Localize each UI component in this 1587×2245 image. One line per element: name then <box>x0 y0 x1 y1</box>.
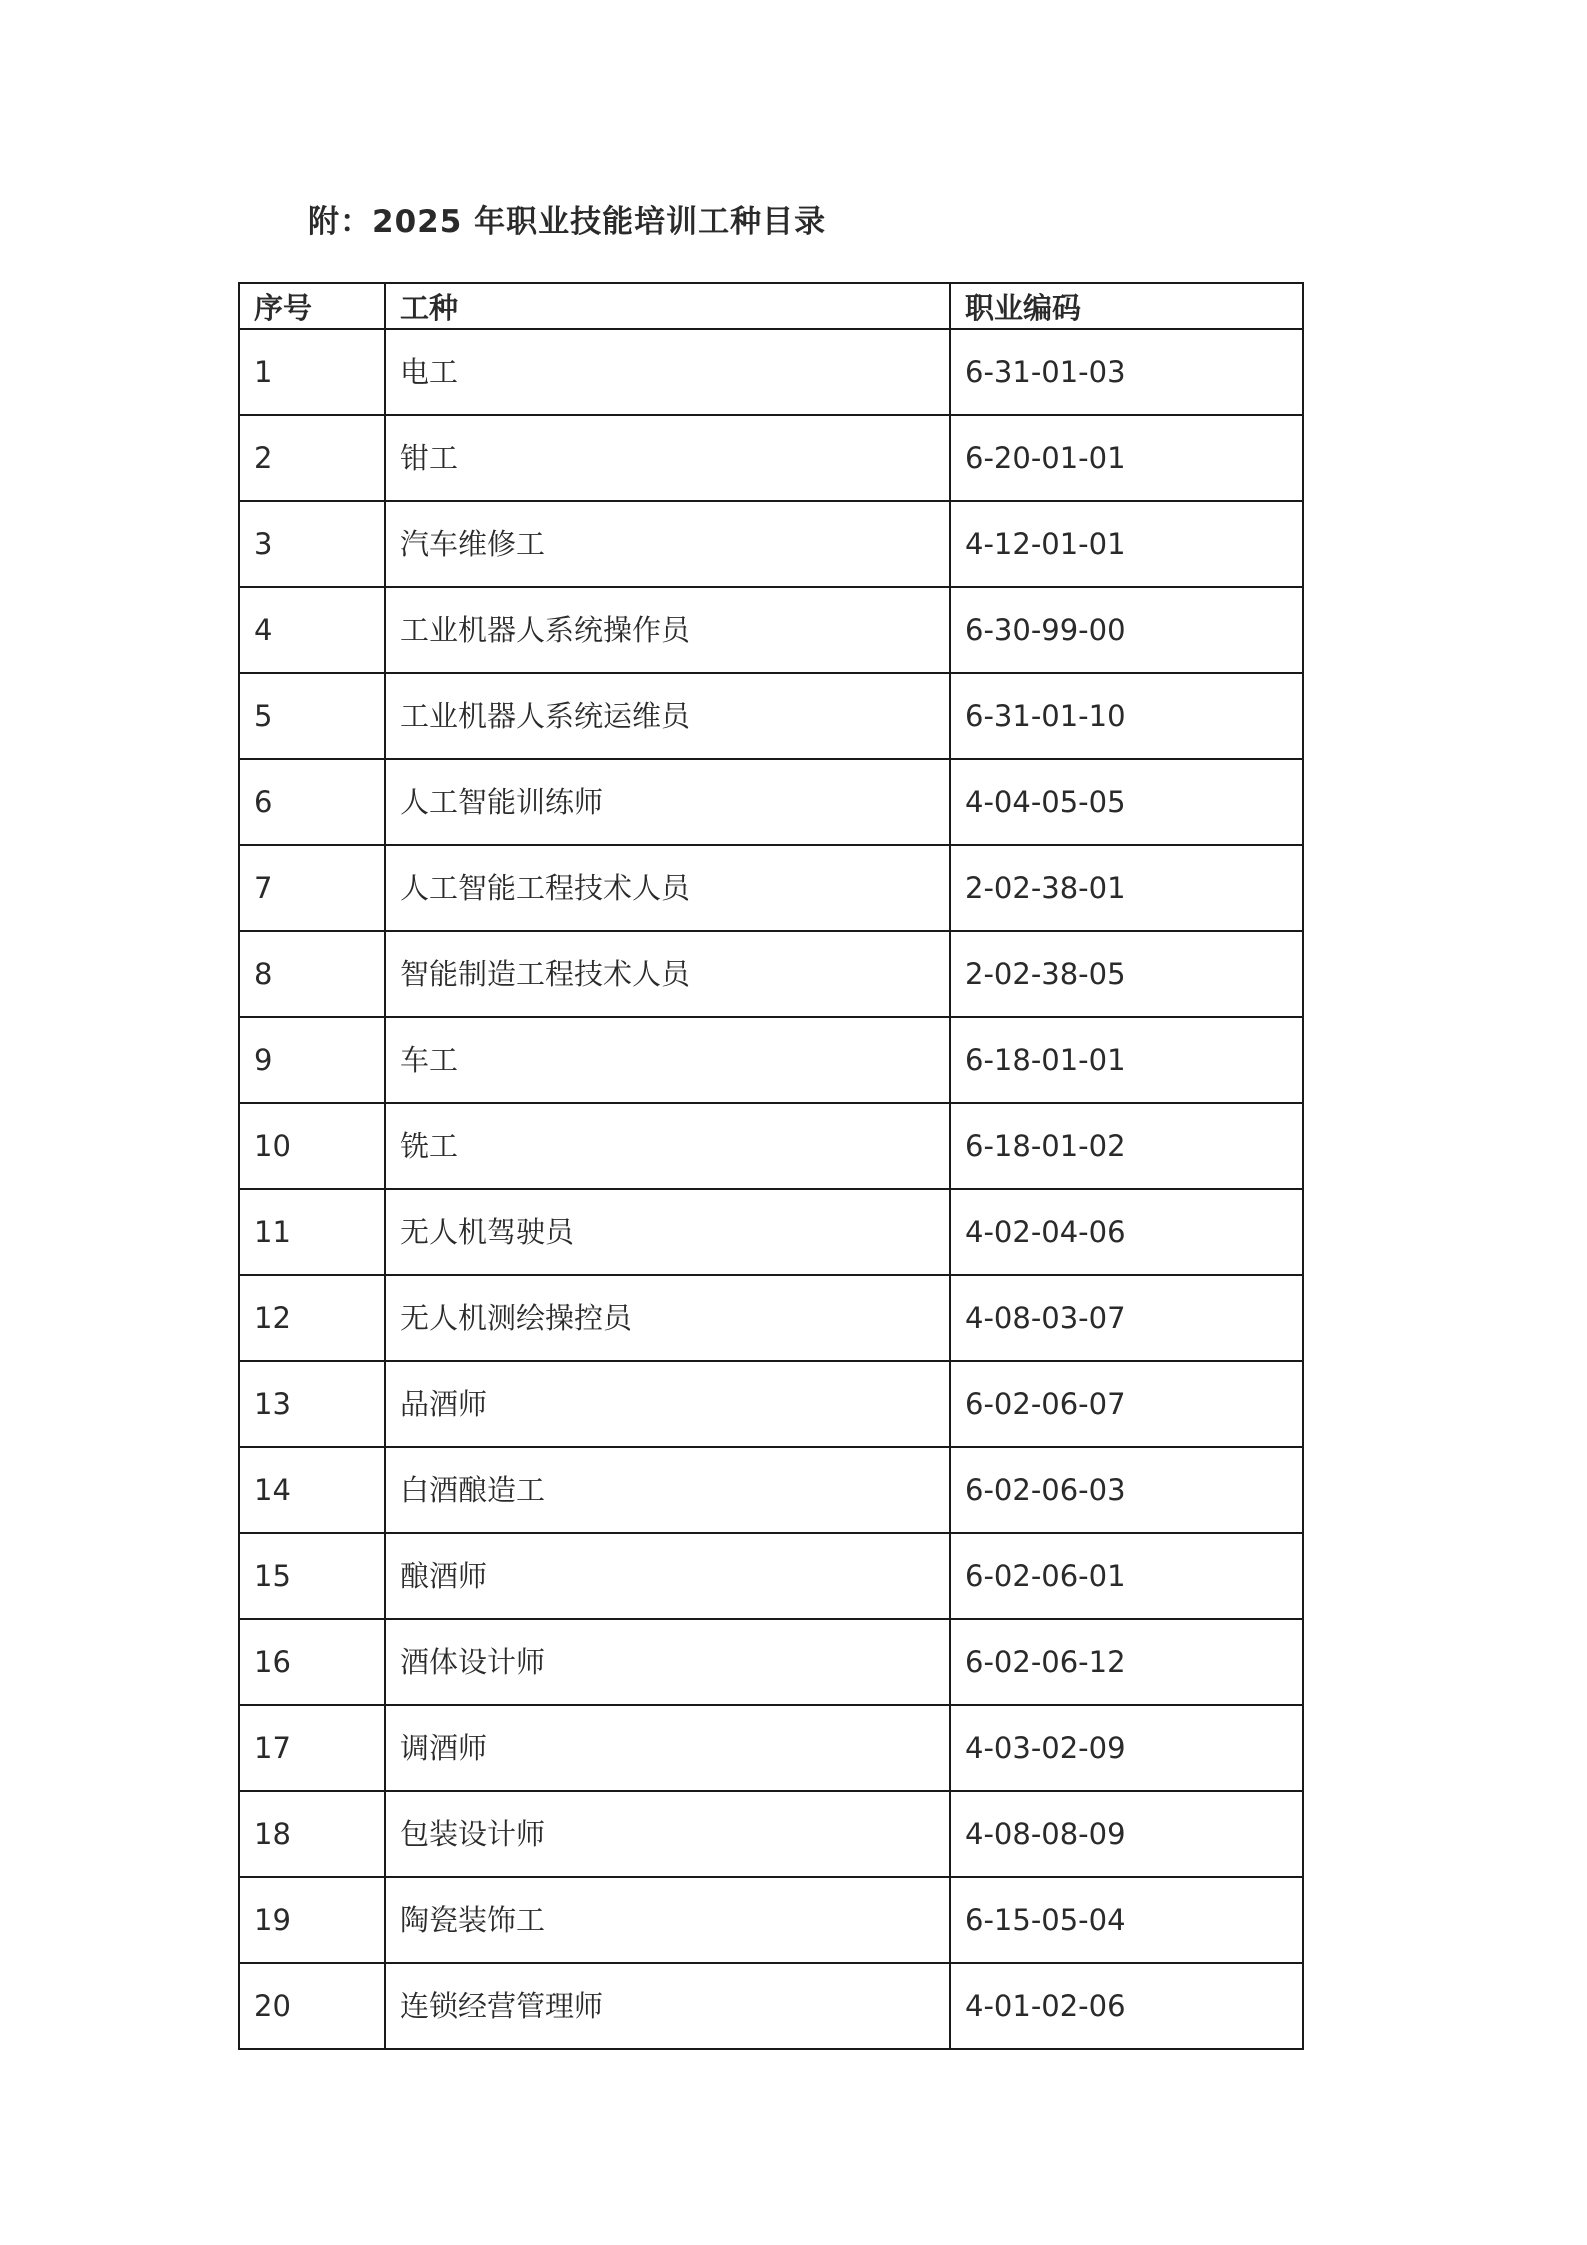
occupation-code-cell: 4-01-02-06 <box>950 1963 1303 2049</box>
occupation-name-cell <box>385 1791 950 1877</box>
table-row <box>239 1791 1303 1877</box>
occupation-name-cell <box>385 1103 950 1189</box>
occupation-code-cell: 6-31-01-10 <box>950 673 1303 759</box>
occupation-name: 酿酒师 <box>400 1558 488 1593</box>
occupation-name-cell <box>385 1447 950 1533</box>
occupation-code-cell: 6-02-06-01 <box>950 1533 1303 1619</box>
serial-number-cell: 17 <box>239 1705 385 1791</box>
occupation-name: 汽车维修工 <box>400 526 546 561</box>
occupation-name: 工业机器人系统操作员 <box>400 612 691 647</box>
occupation-name-cell <box>385 1189 950 1275</box>
occupation-name: 电工 <box>400 354 459 389</box>
serial-number-cell: 11 <box>239 1189 385 1275</box>
occupation-name: 车工 <box>400 1042 459 1077</box>
table-row <box>239 1963 1303 2049</box>
table-row <box>239 501 1303 587</box>
serial-number-cell: 19 <box>239 1877 385 1963</box>
table-row <box>239 1705 1303 1791</box>
serial-number-cell: 5 <box>239 673 385 759</box>
table-row <box>239 1017 1303 1103</box>
occupation-name-cell <box>385 1017 950 1103</box>
header-serial-number: 序号 <box>239 283 385 329</box>
serial-number-cell: 4 <box>239 587 385 673</box>
serial-number-cell: 9 <box>239 1017 385 1103</box>
occupation-name-cell <box>385 1361 950 1447</box>
occupation-name-cell <box>385 501 950 587</box>
serial-number-cell: 18 <box>239 1791 385 1877</box>
table-row <box>239 1533 1303 1619</box>
occupation-code-cell: 6-18-01-01 <box>950 1017 1303 1103</box>
table-row <box>239 1877 1303 1963</box>
serial-number-cell: 14 <box>239 1447 385 1533</box>
occupation-name: 人工智能工程技术人员 <box>400 870 691 905</box>
occupation-name-cell <box>385 759 950 845</box>
serial-number-cell: 1 <box>239 329 385 415</box>
occupation-name: 无人机测绘操控员 <box>400 1300 633 1335</box>
serial-number-cell: 6 <box>239 759 385 845</box>
serial-number-cell: 13 <box>239 1361 385 1447</box>
occupation-name: 连锁经营管理师 <box>400 1988 604 2023</box>
occupation-code-cell: 4-03-02-09 <box>950 1705 1303 1791</box>
table-row <box>239 1447 1303 1533</box>
table-row <box>239 673 1303 759</box>
table-row <box>239 415 1303 501</box>
occupation-name-cell <box>385 673 950 759</box>
table-body <box>239 329 1303 2049</box>
occupation-code-cell: 6-02-06-12 <box>950 1619 1303 1705</box>
page-title: 附：2025 年职业技能培训工种目录 <box>308 204 827 240</box>
occupation-name-cell <box>385 587 950 673</box>
table-header-row <box>239 283 1303 329</box>
occupation-name: 白酒酿造工 <box>400 1472 546 1507</box>
occupation-name: 钳工 <box>400 440 459 475</box>
serial-number-cell: 2 <box>239 415 385 501</box>
serial-number-cell: 20 <box>239 1963 385 2049</box>
occupation-code-cell: 6-30-99-00 <box>950 587 1303 673</box>
occupation-code-cell: 4-04-05-05 <box>950 759 1303 845</box>
header-occupation: 工种 <box>385 283 950 329</box>
occupation-code-cell: 6-15-05-04 <box>950 1877 1303 1963</box>
occupation-name-cell <box>385 329 950 415</box>
serial-number-cell: 8 <box>239 931 385 1017</box>
occupation-name: 无人机驾驶员 <box>400 1214 575 1249</box>
occupation-name-cell <box>385 1619 950 1705</box>
table-row <box>239 845 1303 931</box>
occupation-code-cell: 4-08-08-09 <box>950 1791 1303 1877</box>
occupation-name-cell <box>385 1533 950 1619</box>
serial-number-cell: 15 <box>239 1533 385 1619</box>
table-row <box>239 1619 1303 1705</box>
occupation-name: 包装设计师 <box>400 1816 546 1851</box>
occupation-name: 品酒师 <box>400 1386 488 1421</box>
occupation-name: 铣工 <box>400 1128 459 1163</box>
occupation-name: 酒体设计师 <box>400 1644 546 1679</box>
occupation-code-cell: 4-08-03-07 <box>950 1275 1303 1361</box>
header-occupation-code: 职业编码 <box>950 283 1303 329</box>
occupation-name: 陶瓷装饰工 <box>400 1902 546 1937</box>
occupation-code-cell: 2-02-38-05 <box>950 931 1303 1017</box>
occupation-code-cell: 6-20-01-01 <box>950 415 1303 501</box>
serial-number-cell: 12 <box>239 1275 385 1361</box>
occupation-code-cell: 6-02-06-03 <box>950 1447 1303 1533</box>
occupation-code-cell: 4-02-04-06 <box>950 1189 1303 1275</box>
table-row <box>239 1275 1303 1361</box>
table-row <box>239 1361 1303 1447</box>
table-row <box>239 329 1303 415</box>
serial-number-cell: 7 <box>239 845 385 931</box>
occupation-code-cell: 2-02-38-01 <box>950 845 1303 931</box>
serial-number-cell: 3 <box>239 501 385 587</box>
serial-number-cell: 16 <box>239 1619 385 1705</box>
occupation-catalog-table <box>238 282 1304 2050</box>
occupation-name-cell <box>385 1275 950 1361</box>
occupation-name: 调酒师 <box>400 1730 488 1765</box>
table-row <box>239 931 1303 1017</box>
occupation-name-cell <box>385 931 950 1017</box>
occupation-name: 工业机器人系统运维员 <box>400 698 691 733</box>
occupation-name-cell <box>385 1705 950 1791</box>
table-header <box>239 283 1303 329</box>
occupation-code-cell: 6-18-01-02 <box>950 1103 1303 1189</box>
occupation-name-cell <box>385 415 950 501</box>
table-row <box>239 1103 1303 1189</box>
table-row <box>239 587 1303 673</box>
table-row <box>239 759 1303 845</box>
occupation-name-cell <box>385 1877 950 1963</box>
occupation-code-cell: 6-31-01-03 <box>950 329 1303 415</box>
occupation-name: 人工智能训练师 <box>400 784 604 819</box>
occupation-name-cell <box>385 845 950 931</box>
serial-number-cell: 10 <box>239 1103 385 1189</box>
occupation-name-cell <box>385 1963 950 2049</box>
occupation-name: 智能制造工程技术人员 <box>400 956 691 991</box>
occupation-code-cell: 4-12-01-01 <box>950 501 1303 587</box>
occupation-code-cell: 6-02-06-07 <box>950 1361 1303 1447</box>
table-row <box>239 1189 1303 1275</box>
